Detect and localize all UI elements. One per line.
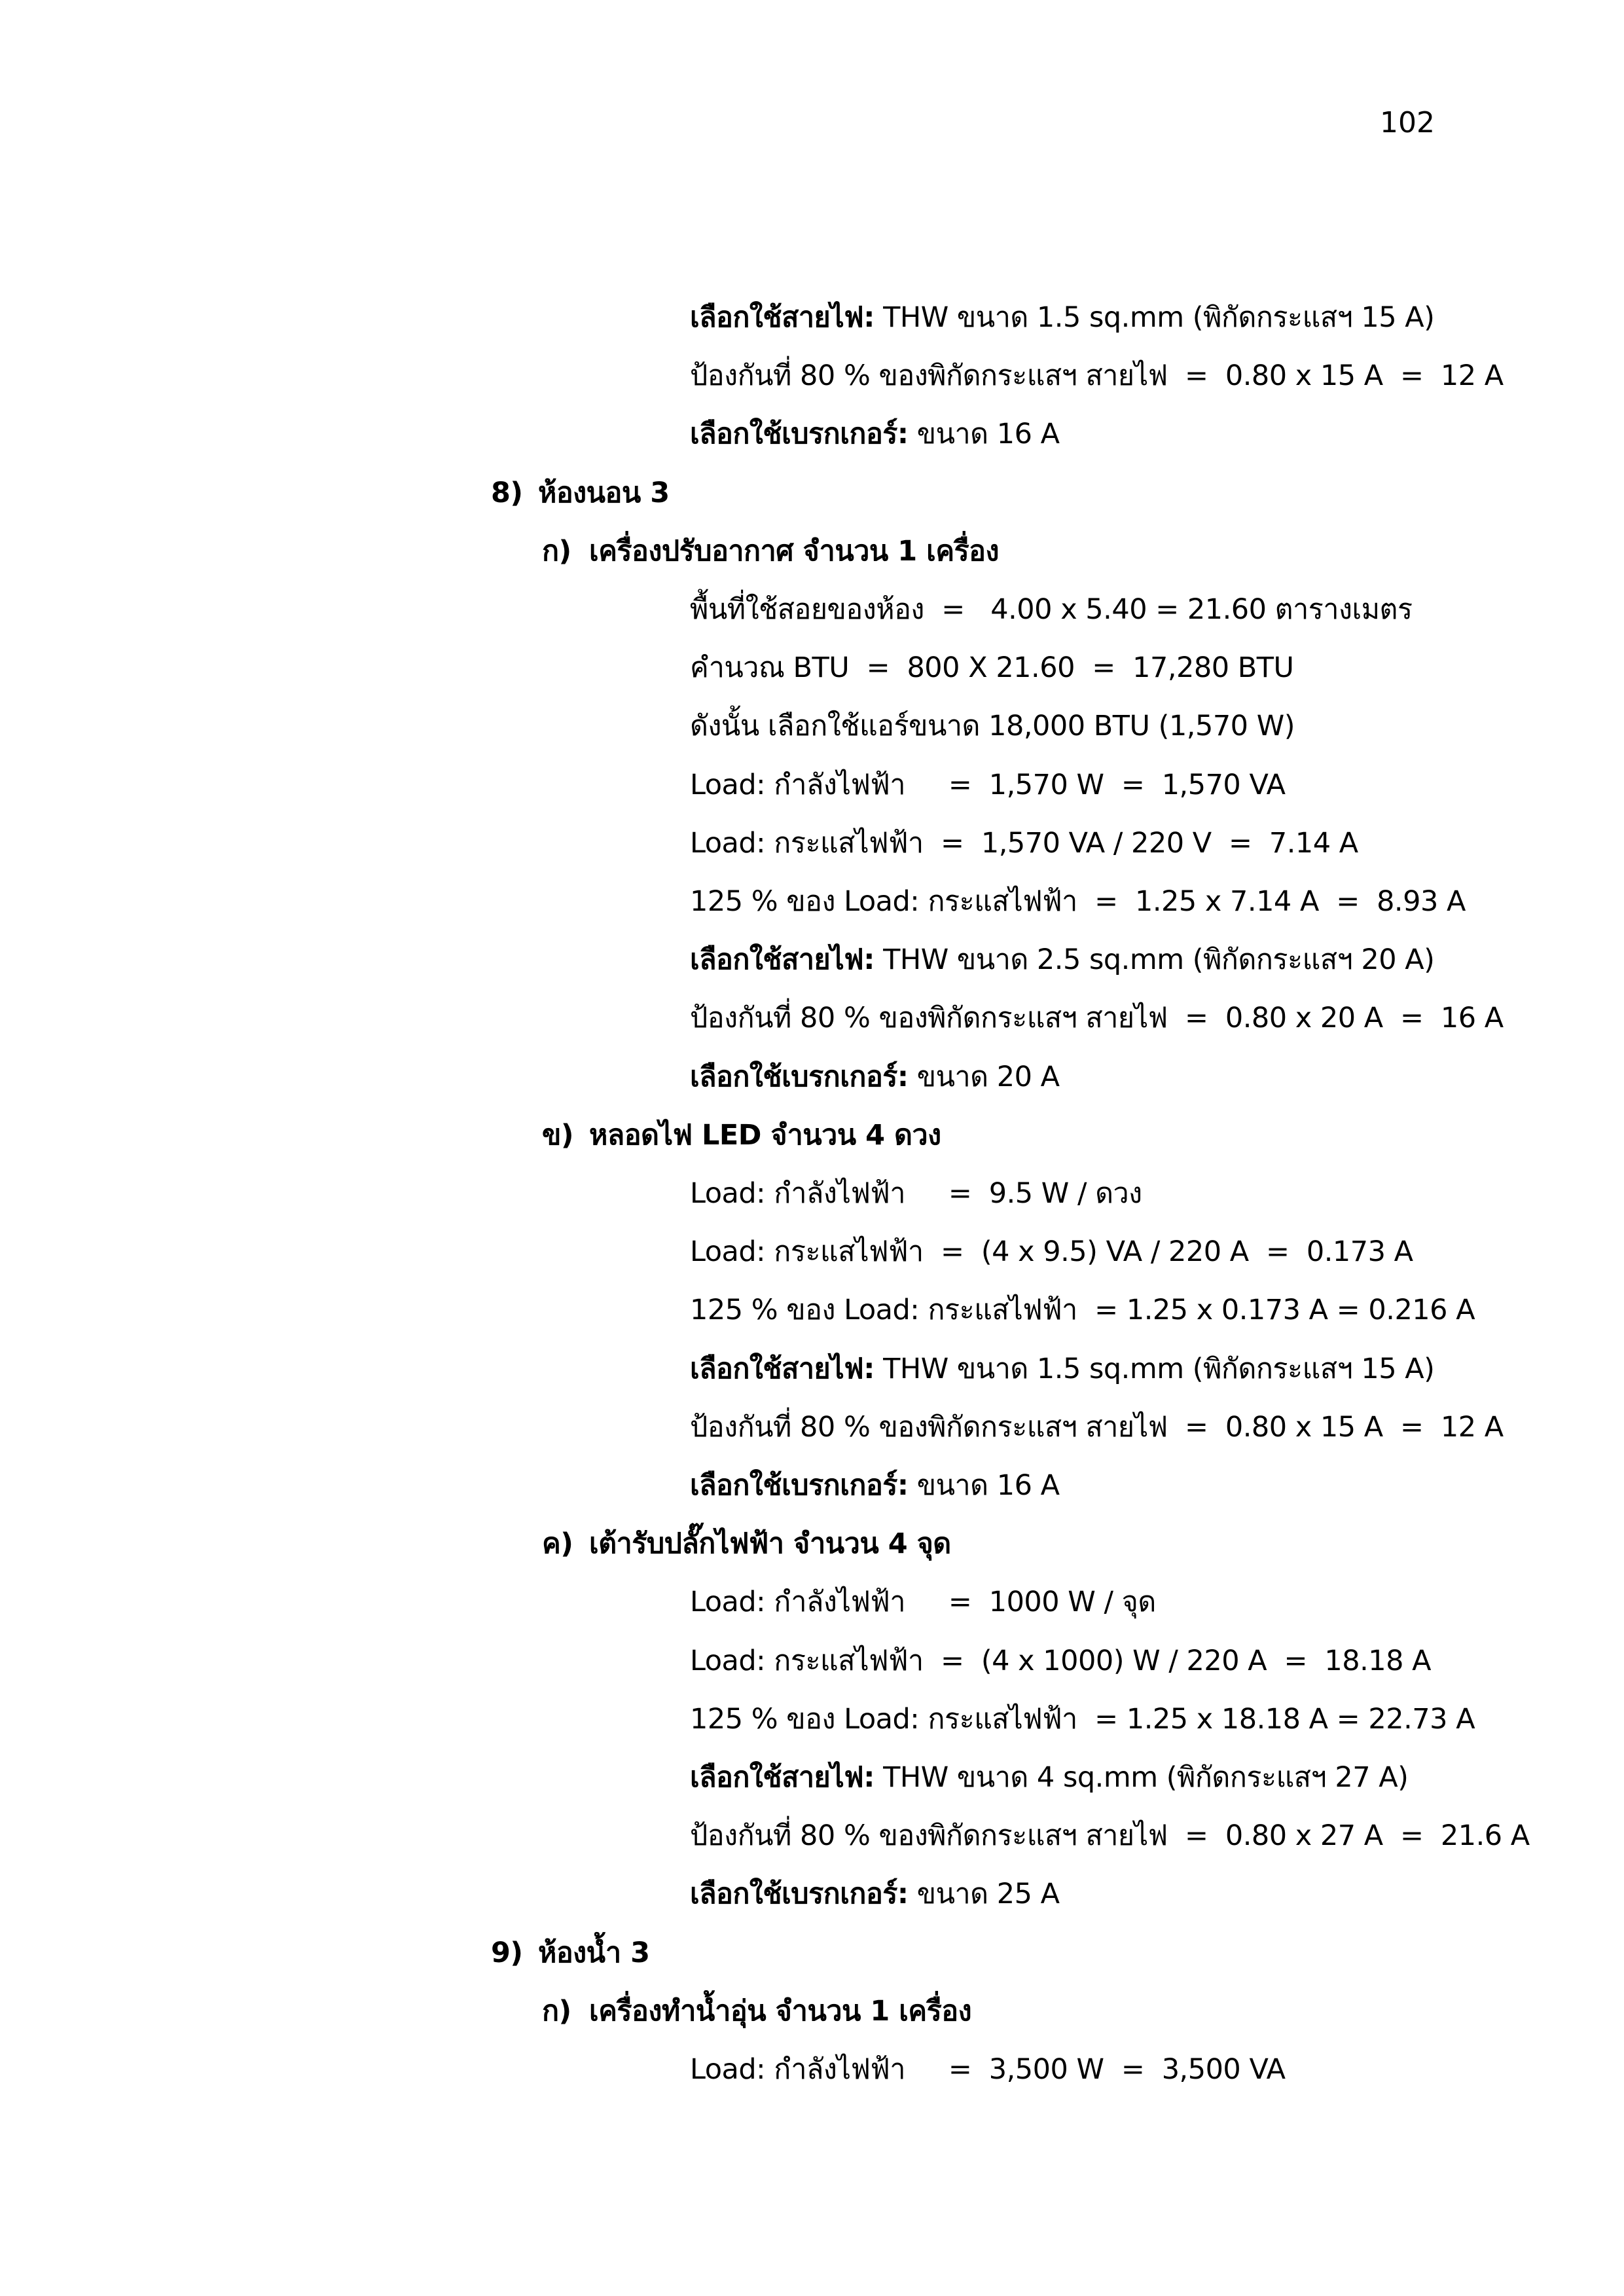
text-line — [690, 298, 1434, 337]
line-text: พื้นที่ใช้สอยของห้อง = 4.00 x 5.40 = 21.60 ตารางเมตร — [690, 593, 1413, 626]
subsection-heading — [542, 1992, 971, 2031]
bold-label: เลือกใช้สายไฟ: — [690, 301, 875, 334]
text-line — [690, 1466, 1060, 1505]
section-heading — [491, 473, 670, 513]
bold-label: เลือกใช้สายไฟ: — [690, 943, 875, 976]
line-text: ป้องกันที่ 80 % ของพิกัดกระแสฯ สายไฟ = 0.80 x 15 A = 12 A — [690, 359, 1504, 392]
bold-label: เลือกใช้เบรกเกอร์: — [690, 418, 909, 450]
line-text: Load: กระแสไฟฟ้า = (4 x 1000) W / 220 A = 18.18 A — [690, 1645, 1432, 1677]
text-line — [690, 414, 1060, 454]
text-line — [690, 590, 1413, 629]
text-line — [690, 648, 1294, 687]
subsection-heading — [542, 1524, 951, 1563]
text-line — [690, 1758, 1408, 1797]
subsection-heading — [542, 1116, 941, 1155]
line-text: เครื่องปรับอากาศ จำนวน 1 เครื่อง — [589, 535, 999, 568]
line-text: Load: กระแสไฟฟ้า = 1,570 VA / 220 V = 7.14 A — [690, 827, 1358, 860]
text-line — [690, 940, 1434, 979]
line-text: ขนาด 25 A — [908, 1878, 1060, 1910]
line-text: ดังนั้น เลือกใช้แอร์ขนาด 18,000 BTU (1,570 W) — [690, 710, 1295, 742]
bold-label: เลือกใช้สายไฟ: — [690, 1761, 875, 1794]
text-line — [690, 356, 1504, 395]
text-line — [690, 1349, 1434, 1389]
heading-number: ก) — [542, 535, 571, 568]
text-line — [690, 1816, 1530, 1855]
line-text: ป้องกันที่ 80 % ของพิกัดกระแสฯ สายไฟ = 0.80 x 15 A = 12 A — [690, 1411, 1504, 1444]
heading-number: 9) — [491, 1937, 523, 1969]
text-line — [690, 1408, 1504, 1447]
text-line — [690, 1700, 1475, 1739]
line-text: ห้องนอน 3 — [538, 477, 670, 509]
text-line — [690, 1874, 1060, 1914]
heading-number: 8) — [491, 477, 523, 509]
text-line — [690, 1232, 1413, 1271]
bold-label: เลือกใช้เบรกเกอร์: — [690, 1061, 909, 1093]
text-line — [690, 1174, 1142, 1213]
text-line — [690, 1641, 1431, 1681]
line-text: THW ขนาด 4 sq.mm (พิกัดกระแสฯ 27 A) — [874, 1761, 1409, 1794]
page-number: 102 — [1380, 106, 1435, 139]
line-text: ป้องกันที่ 80 % ของพิกัดกระแสฯ สายไฟ = 0.80 x 20 A = 16 A — [690, 1002, 1504, 1034]
line-text: ขนาด 20 A — [908, 1061, 1060, 1093]
heading-number: ค) — [542, 1527, 573, 1560]
text-line — [690, 765, 1286, 805]
line-text: เต้ารับปลั๊กไฟฟ้า จำนวน 4 จุด — [589, 1527, 951, 1560]
text-line — [690, 1057, 1060, 1097]
text-line — [690, 1582, 1156, 1622]
line-text: THW ขนาด 1.5 sq.mm (พิกัดกระแสฯ 15 A) — [874, 301, 1435, 334]
section-heading — [491, 1933, 650, 1973]
line-text: Load: กำลังไฟฟ้า = 1,570 W = 1,570 VA — [690, 769, 1286, 801]
bold-label: เลือกใช้เบรกเกอร์: — [690, 1878, 909, 1910]
heading-number: ก) — [542, 1995, 571, 2028]
line-text: THW ขนาด 2.5 sq.mm (พิกัดกระแสฯ 20 A) — [874, 943, 1435, 976]
text-line — [690, 882, 1466, 921]
line-text: 125 % ของ Load: กระแสไฟฟ้า = 1.25 x 7.14 A = 8.93 A — [690, 885, 1466, 918]
line-text: Load: กำลังไฟฟ้า = 9.5 W / ดวง — [690, 1177, 1142, 1210]
line-text: Load: กระแสไฟฟ้า = (4 x 9.5) VA / 220 A = 0.173 A — [690, 1235, 1413, 1268]
bold-label: เลือกใช้เบรกเกอร์: — [690, 1469, 909, 1502]
line-text: ขนาด 16 A — [908, 1469, 1060, 1502]
line-text: 125 % ของ Load: กระแสไฟฟ้า = 1.25 x 18.18 A = 22.73 A — [690, 1703, 1475, 1736]
text-line — [690, 1290, 1475, 1330]
line-text: Load: กำลังไฟฟ้า = 1000 W / จุด — [690, 1586, 1156, 1618]
text-line — [690, 998, 1504, 1038]
bold-label: เลือกใช้สายไฟ: — [690, 1353, 875, 1385]
line-text: หลอดไฟ LED จำนวน 4 ดวง — [589, 1119, 941, 1152]
text-line — [690, 2050, 1286, 2089]
heading-number: ข) — [542, 1119, 574, 1152]
text-line — [690, 824, 1358, 863]
line-text: ขนาด 16 A — [908, 418, 1060, 450]
text-line — [690, 706, 1295, 746]
line-text: เครื่องทำน้ำอุ่น จำนวน 1 เครื่อง — [589, 1995, 972, 2028]
subsection-heading — [542, 532, 999, 571]
line-text: คำนวณ BTU = 800 X 21.60 = 17,280 BTU — [690, 651, 1294, 684]
line-text: ป้องกันที่ 80 % ของพิกัดกระแสฯ สายไฟ = 0.80 x 27 A = 21.6 A — [690, 1819, 1530, 1852]
line-text: 125 % ของ Load: กระแสไฟฟ้า = 1.25 x 0.173 A = 0.216 A — [690, 1294, 1475, 1326]
line-text: Load: กำลังไฟฟ้า = 3,500 W = 3,500 VA — [690, 2053, 1286, 2086]
line-text: ห้องน้ำ 3 — [538, 1937, 650, 1969]
line-text: THW ขนาด 1.5 sq.mm (พิกัดกระแสฯ 15 A) — [874, 1353, 1435, 1385]
